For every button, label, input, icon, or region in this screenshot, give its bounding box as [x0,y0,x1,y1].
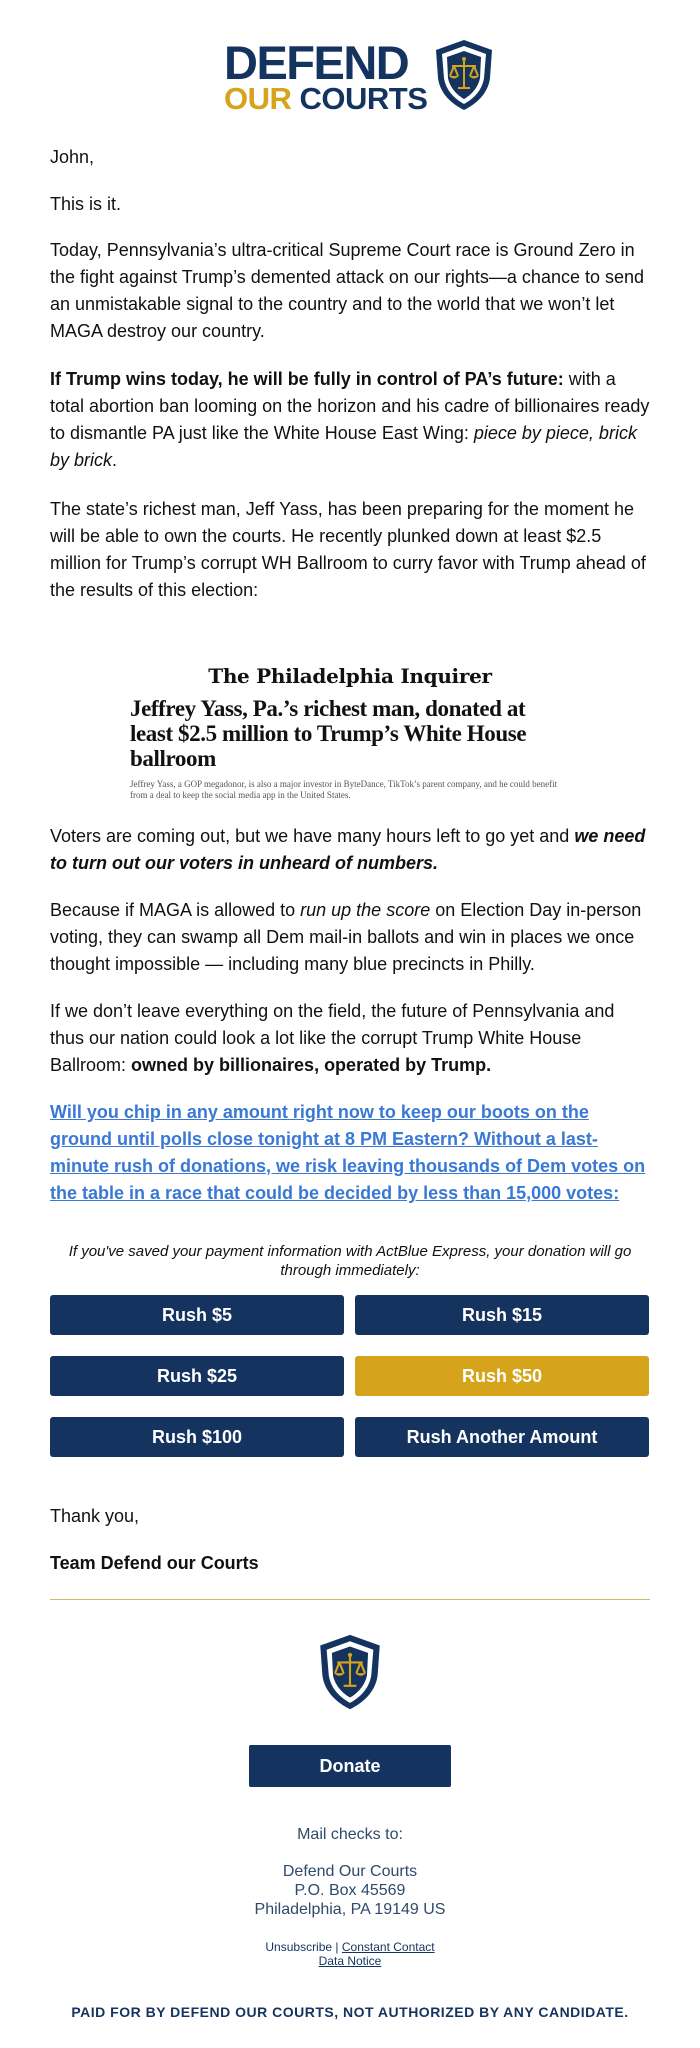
text-because-maga: Because if MAGA is allowed to [50,900,301,920]
bold-italic-turn-out: we need to turn out our voters in unheard of numbers. [50,826,646,873]
address-city: Philadelphia, PA 19149 US [254,1901,446,1918]
paragraph-ground-zero: Today, Pennsylvania’s ultra-critical Supreme Court race is Ground Zero in the fight against Trump’s demented attack on our rights—a chance to send an unmistakable signal to the country and to the world that we won’t let MAGA destroy our country. [50,240,645,341]
logo-line-defend: DEFEND [224,36,409,89]
footer-donate-button[interactable]: Donate [249,1745,451,1787]
inquirer-masthead: The Philadelphia Inquirer [208,664,492,688]
unsubscribe-link[interactable]: Unsubscribe [265,1940,333,1954]
rush-15-button[interactable]: Rush $15 [355,1295,649,1335]
donate-cta-link[interactable]: Will you chip in any amount right now to keep our boots on the ground until polls close tonight at 8 PM Eastern? Without a last-minute rush of donations, we risk leaving thousands of Dem votes on the table in a race that could be decided by less than 15,000 votes: [50,1102,646,1203]
text-abortion-ban: with a total abortion ban looming on the horizon and his cadre of billionaires ready to dismantle PA just like the White House East Wing: [50,369,650,443]
inquirer-headline-image [130,664,570,800]
shield-scales-icon [432,38,496,112]
italic-piece-by-piece: piece by piece, brick by brick [50,423,637,470]
text-voters-coming-out: Voters are coming out, but we have many hours left to go yet and [50,826,575,846]
logo-courts: COURTS [299,81,428,116]
paid-for-disclaimer: PAID FOR BY DEFEND OUR COURTS, NOT AUTHORIZED BY ANY CANDIDATE. [71,2004,629,2020]
text-election-day: on Election Day in-person voting, they can swamp all Dem mail-in ballots and win in places we once thought impossible — including many blue precincts in Philly. [50,900,642,974]
footer-links [0,1940,700,1968]
logo-our: OUR [224,81,292,116]
paragraph-maga-score [50,897,650,978]
mailing-address [0,1862,700,1919]
mail-checks-heading: Mail checks to: [297,1826,403,1843]
italic-run-up-score: run up the score [300,900,431,920]
inquirer-subhead: Jeffrey Yass, a GOP megadonor, is also a major investor in ByteDance, TikTok’s parent company, and he could benefit from a deal to keep the social media app in the United States. [130,779,558,800]
bold-trump-wins: If Trump wins today, he will be fully in control of PA’s future: [50,369,564,389]
inquirer-headline: Jeffrey Yass, Pa.’s richest man, donated at least $2.5 million to Trump’s White House ballroom [130,696,527,771]
paragraph-intro: This is it. [50,194,122,214]
actblue-express-note: If you've saved your payment information with ActBlue Express, your donation will go through immediately: [68,1243,632,1279]
paragraph-jeff-yass: The state’s richest man, Jeff Yass, has been preparing for the moment he will be able to own the courts. He recently plunked down at least $2.5 million for Trump’s corrupt WH Ballroom to curry favor with Trump ahead of the results of this election: [50,499,646,600]
logo-line-our-courts [224,83,427,115]
rush-50-button[interactable]: Rush $50 [355,1356,649,1396]
rush-100-button[interactable]: Rush $100 [50,1417,344,1457]
address-po-box: P.O. Box 45569 [294,1882,406,1899]
signature: Team Defend our Courts [50,1553,259,1573]
constant-contact-link[interactable]: Constant Contact [341,1940,435,1954]
address-name: Defend Our Courts [282,1863,418,1880]
rush-5-button[interactable]: Rush $5 [50,1295,344,1335]
brand-logo[interactable] [0,38,700,116]
greeting: John, [50,147,95,167]
rush-25-button[interactable]: Rush $25 [50,1356,344,1396]
closing-thanks: Thank you, [50,1506,140,1526]
paragraph-trump-control [50,366,650,474]
footer-shield-scales-icon [316,1631,384,1713]
data-notice-link[interactable]: Data Notice [318,1954,382,1968]
bold-owned-by-billionaires: owned by billionaires, operated by Trump. [131,1055,492,1075]
text-leave-everything: If we don’t leave everything on the field, the future of Pennsylvania and thus our nation could look a lot like the corrupt Trump White House Ballroom: [50,1001,615,1075]
footer-divider [50,1599,650,1600]
text-period: . [112,450,118,470]
paragraph-ballroom [50,998,650,1079]
paragraph-voters [50,823,650,877]
rush-another-amount-button[interactable]: Rush Another Amount [355,1417,649,1457]
link-separator: | [335,1940,339,1954]
